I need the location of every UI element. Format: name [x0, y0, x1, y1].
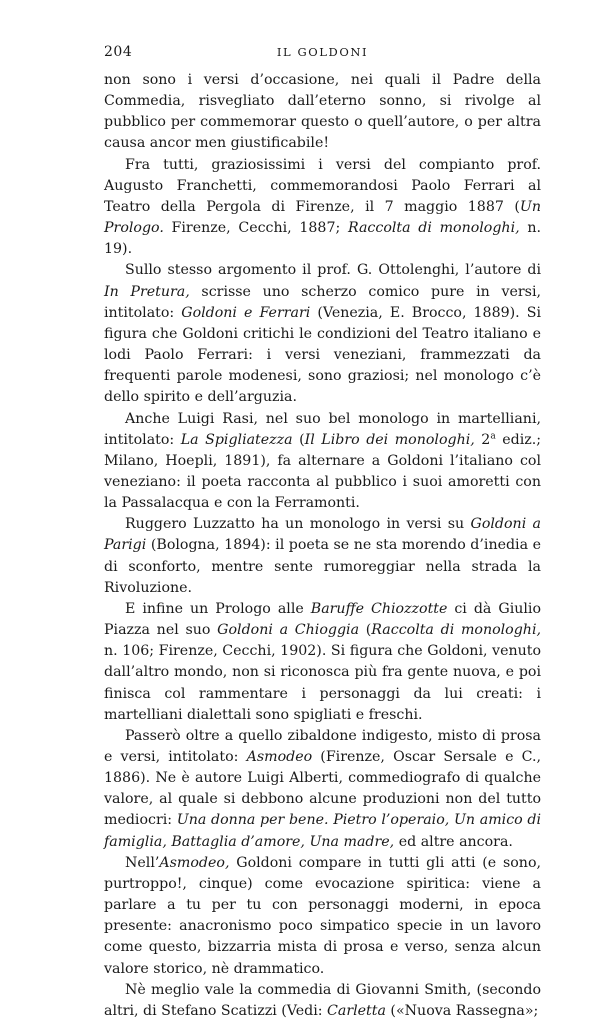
italic-title: Goldoni a Chioggia: [217, 622, 360, 639]
text-segment: n. 106; Firenze, Cecchi, 1902). Si figura che Goldoni, venuto dall’altro mondo, non si riconosca più fra gente nuova, e poi finisca col rammentare i personaggi da lui creati: i martelliani dialettali sono spigliati e freschi.: [104, 643, 541, 723]
text-segment: Firenze, Cecchi, 1887;: [163, 220, 348, 237]
text-segment: ed altre ancora.: [394, 833, 513, 850]
text-segment: Sullo stesso argomento il prof. G. Ottolenghi, l’autore di: [125, 262, 541, 279]
text-segment: (: [292, 431, 305, 448]
text-segment: (Venezia, E. Brocco, 1889). Si figura che Goldoni critichi le condizioni del Teatro italiano e lodi Paolo Ferrari: i versi veneziani, frammezzati da frequenti parole modenesi, sono graziosi; nel monologo c’è dello spirito e dell’arguzia.: [104, 304, 542, 406]
italic-title: Una donna per bene. Pietro l’operaio, Un amico di famiglia, Battaglia d’amore, Una madre,: [104, 812, 541, 850]
italic-title: Raccolta di monologhi,: [347, 220, 520, 237]
italic-title: In Pretura,: [104, 283, 190, 300]
italic-title: Goldoni e Ferrari: [181, 304, 311, 321]
superscript-text: a: [490, 430, 496, 441]
text-segment: Fra tutti, graziosissimi i versi del compianto prof. Augusto Franchetti, commemorandosi Paolo Ferrari al Teatro della Pergola di Firenze, il 7 maggio 1887 (: [104, 156, 541, 215]
body-text: [104, 70, 541, 1022]
italic-title: Un Prologo.: [104, 198, 541, 237]
text-segment: n. 19).: [104, 220, 541, 258]
paragraph: [104, 853, 541, 980]
paragraph: [104, 70, 541, 155]
paragraph: [104, 409, 541, 515]
text-segment: 2: [474, 431, 491, 448]
text-segment: Goldoni compare in tutti gli atti (e sono, purtroppo!, cinque) come evocazione spiritica: viene a parlare a tu per tu con personaggi moderni, in epoca presente: anacronismo poco simpatico specie in un lavoro come questo, bizzarria mista di prosa e verso, senza alcun valore storico, nè drammatico.: [104, 854, 541, 977]
text-segment: («Nuova Rassegna»;: [385, 1002, 539, 1019]
text-segment: Anche Luigi Rasi, nel suo bel monologo in martelliani, intitolato:: [104, 410, 541, 448]
text-segment: (Bologna, 1894): il poeta se ne sta morendo d’inedia e di sconforto, mentre sente rumoreggiar nella strada la Rivoluzione.: [104, 537, 541, 596]
text-segment: Nell’: [125, 854, 160, 871]
text-segment: Nè meglio vale la commedia di Giovanni Smith, (secondo altri, di Stefano Scatizzi (Vedi:: [104, 981, 541, 1019]
text-segment: ci dà Giulio Piazza nel suo: [104, 600, 541, 639]
paragraph: [104, 726, 541, 853]
paragraph: [104, 980, 541, 1022]
paragraph: [104, 260, 541, 408]
text-segment: E infine un Prologo alle: [125, 600, 311, 617]
italic-title: Goldoni a Parigi: [104, 516, 542, 554]
text-segment: (Firenze, Oscar Sersale e C., 1886). Ne è autore Luigi Alberti, commediografo di qualche valore, al quale si debbono alcune produzioni non del tutto mediocri:: [104, 749, 541, 829]
italic-title: Carletta: [327, 1002, 386, 1019]
text-segment: ediz.; Milano, Hoepli, 1891), fa alternare a Goldoni l’italiano col veneziano: il poeta racconta al pubblico i suoi amoretti con la Passalacqua e con la Ferramonti.: [104, 431, 542, 512]
italic-title: La Spigliatezza: [180, 431, 293, 448]
italic-title: Raccolta di monologhi,: [371, 622, 541, 639]
text-segment: Passerò oltre a quello zibaldone indigesto, misto di prosa e versi, intitolato:: [104, 727, 541, 765]
italic-title: Baruffe Chiozzotte: [310, 600, 448, 617]
paragraph: [104, 155, 541, 261]
text-segment: scrisse uno scherzo comico pure in versi, intitolato:: [104, 283, 541, 321]
italic-title: Il Libro dei monologhi,: [304, 431, 475, 448]
paragraph: [104, 599, 541, 726]
page-header: [104, 44, 541, 64]
italic-title: Asmodeo,: [159, 854, 230, 871]
running-title: IL GOLDONI: [276, 45, 369, 59]
text-segment: (: [359, 622, 372, 639]
text-segment: Ruggero Luzzatto ha un monologo in versi su: [125, 516, 471, 533]
italic-title: Asmodeo: [246, 749, 313, 765]
paragraph: [104, 514, 541, 599]
text-segment: non sono i versi d’occasione, nei quali il Padre della Commedia, risvegliato dall’eterno sonno, si rivolge al pubblico per commemorar questo o quell’autore, o per altra causa ancor men giustificabile!: [104, 72, 541, 152]
page-number: 204: [104, 44, 133, 60]
